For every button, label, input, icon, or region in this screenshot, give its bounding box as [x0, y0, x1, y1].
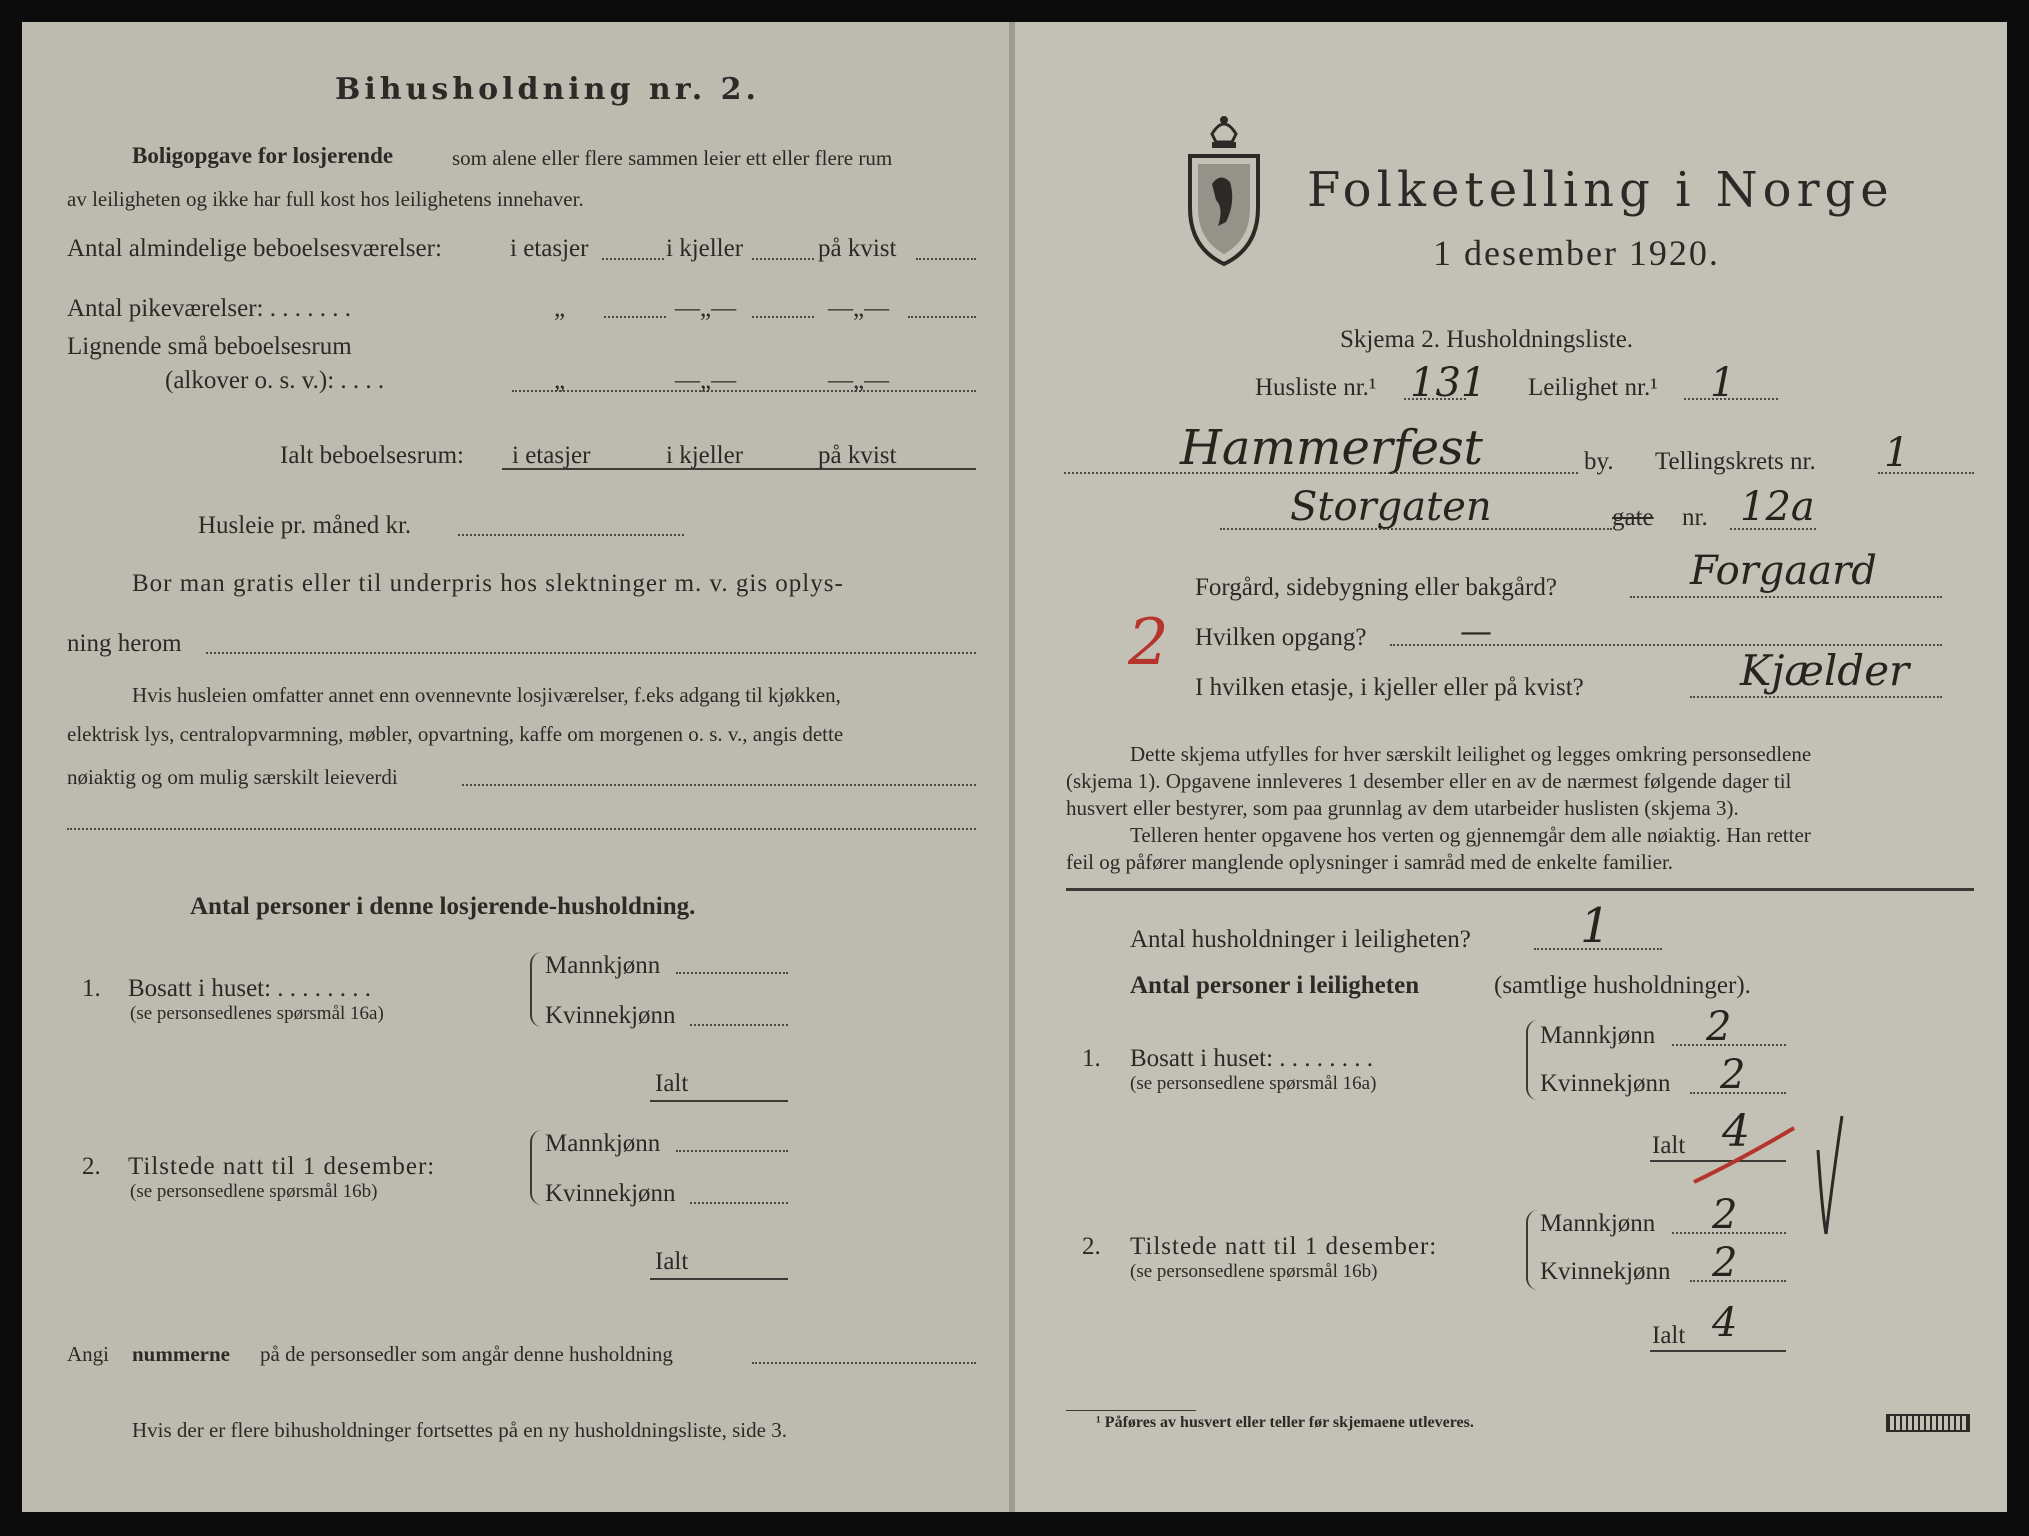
free-blank[interactable] [206, 652, 976, 654]
husliste-label: Husliste nr.¹ [1255, 374, 1377, 401]
similar-ditto-3: —„— [828, 367, 890, 394]
households-value: 1 [1580, 898, 1611, 954]
rq2-total-value: 4 [1712, 1300, 1738, 1346]
krets-label: Tellingskrets nr. [1655, 448, 1816, 475]
yard-value: Forgaard [1690, 548, 1877, 594]
lq1-female-blank[interactable] [690, 1024, 788, 1026]
rq2-sub: (se personsedlene spørsmål 16b) [1130, 1261, 1378, 1282]
floor-label: I hvilken etasje, i kjeller eller på kvist? [1195, 674, 1584, 701]
rent-note-blank[interactable] [462, 784, 976, 786]
city-value: Hammerfest [1180, 420, 1483, 476]
lq1-num: 1. [82, 975, 101, 1002]
rent-note-blank-2[interactable] [67, 828, 976, 830]
entrance-value: — [1460, 612, 1492, 650]
husliste-line[interactable] [1404, 398, 1466, 400]
lq1-female: Kvinnekjønn [545, 1002, 676, 1029]
tally-mark [1810, 1110, 1850, 1240]
rq1-label: Bosatt i huset: . . . . . . . . [1130, 1045, 1374, 1072]
rq2-female: Kvinnekjønn [1540, 1258, 1671, 1285]
floor-line[interactable] [1690, 696, 1942, 698]
margin-mark: 2 [1128, 606, 1169, 680]
intro-bold: Boligopgave for losjerende [132, 143, 394, 168]
rq2-male-value: 2 [1712, 1192, 1738, 1238]
instr-2: (skjema 1). Opgavene innleveres 1 desember eller en av de nærmest følgende dager til [1066, 769, 1792, 793]
rq1-male: Mannkjønn [1540, 1022, 1656, 1049]
total-floors: i etasjer [512, 442, 591, 469]
bihusholdning-title: Bihusholdning nr. 2. [335, 72, 760, 107]
rq1-brace [1526, 1020, 1538, 1100]
rent-note-2: elektrisk lys, centralopvarmning, møbler, opvartning, kaffe om morgenen o. s. v., angis dette [67, 722, 844, 746]
schema-label: Skjema 2. Husholdningsliste. [1340, 326, 1634, 353]
similar-ditto-1: „ [554, 367, 566, 394]
krets-line[interactable] [1878, 472, 1974, 474]
total-attic: på kvist [818, 442, 897, 469]
street-value: Storgaten [1290, 484, 1492, 530]
numbers-blank[interactable] [752, 1362, 976, 1364]
street-line[interactable] [1220, 528, 1612, 530]
rq1-female-value: 2 [1720, 1052, 1746, 1098]
red-check-mark [1690, 1120, 1800, 1190]
rent-label: Husleie pr. måned kr. [198, 512, 412, 539]
rq2-num: 2. [1082, 1233, 1101, 1260]
rooms-label: Antal almindelige beboelsesværelser: [67, 235, 442, 262]
leilighet-value: 1 [1710, 360, 1736, 406]
rq1-sub: (se personsedlene spørsmål 16a) [1130, 1073, 1377, 1094]
maid-ditto-2: —„— [675, 295, 737, 322]
total-basement: i kjeller [666, 442, 744, 469]
rq1-female-line[interactable] [1690, 1092, 1786, 1094]
free-text-2: ning herom [67, 630, 182, 657]
rq2-label: Tilstede natt til 1 desember: [1130, 1233, 1438, 1260]
lq2-total-line[interactable] [650, 1278, 788, 1280]
rooms-attic-blank[interactable] [916, 258, 976, 260]
city-label: by. [1584, 448, 1614, 475]
persons-heading: Antal personer i denne losjerende-husholdning. [190, 893, 696, 920]
street-label: gate [1612, 504, 1654, 531]
yard-label: Forgård, sidebygning eller bakgård? [1195, 574, 1557, 601]
rq2-brace [1526, 1210, 1538, 1290]
lq1-brace [530, 952, 542, 1027]
persons-heading-bold: Antal personer i leiligheten [1130, 972, 1420, 999]
lq1-sub: (se personsedlenes spørsmål 16a) [130, 1003, 384, 1024]
numbers-post: på de personsedler som angår denne husholdning [260, 1342, 673, 1366]
floor-value: Kjælder [1740, 646, 1910, 695]
households-label: Antal husholdninger i leiligheten? [1130, 926, 1471, 953]
lq1-label: Bosatt i huset: . . . . . . . . [128, 975, 372, 1002]
free-text-1: Bor man gratis eller til underpris hos slektninger m. v. gis oplys- [132, 570, 844, 597]
rq1-male-line[interactable] [1672, 1044, 1786, 1046]
maid-ditto-3: —„— [828, 295, 890, 322]
rq2-total: Ialt [1652, 1322, 1686, 1349]
street-nr-value: 12a [1740, 484, 1815, 530]
section-divider [1066, 888, 1974, 891]
intro-rest2: av leiligheten og ikke har full kost hos leilighetens innehaver. [67, 187, 584, 211]
footnote: ¹ Påføres av husvert eller teller før skjemaene utleveres. [1096, 1414, 1474, 1431]
lq2-label: Tilstede natt til 1 desember: [128, 1153, 436, 1180]
census-date: 1 desember 1920. [1433, 233, 1720, 273]
continue-note: Hvis der er flere bihusholdninger fortsettes på en ny husholdningsliste, side 3. [132, 1418, 787, 1442]
yard-line[interactable] [1630, 596, 1942, 598]
numbers-pre: Angi [67, 1342, 109, 1366]
lq2-female-blank[interactable] [690, 1202, 788, 1204]
lq2-brace [530, 1130, 542, 1205]
folketelling-title: Folketelling i Norge [1307, 162, 1894, 218]
street-nr-label: nr. [1682, 504, 1708, 531]
intro-rest1: som alene eller flere sammen leier ett eller flere rum [452, 146, 893, 170]
rent-blank[interactable] [458, 534, 684, 536]
instr-5: feil og påfører manglende oplysninger i samråd med de enkelte familier. [1066, 850, 1674, 874]
rq1-male-value: 2 [1706, 1004, 1732, 1050]
numbers-bold: nummerne [132, 1342, 230, 1366]
total-rooms-line[interactable] [502, 468, 976, 470]
similar-rooms-1: Lignende små beboelsesrum [67, 333, 352, 360]
rq2-female-value: 2 [1712, 1240, 1738, 1286]
similar-ditto-2: —„— [675, 367, 737, 394]
rq1-num: 1. [1082, 1045, 1101, 1072]
rooms-attic: på kvist [818, 235, 897, 262]
rq2-male-line[interactable] [1672, 1232, 1786, 1234]
rooms-basement-blank[interactable] [752, 258, 814, 260]
rent-note-1: Hvis husleien omfatter annet enn ovennevnte losjiværelser, f.eks adgang til kjøkken, [132, 683, 841, 707]
maid-blank-2[interactable] [752, 316, 814, 318]
husliste-value: 131 [1410, 360, 1487, 406]
rent-note-3: nøiaktig og om mulig særskilt leieverdi [67, 765, 398, 789]
rq2-female-line[interactable] [1690, 1280, 1786, 1282]
coat-of-arms-icon [1182, 112, 1266, 268]
rq2-total-line[interactable] [1650, 1350, 1786, 1352]
lq2-male-blank[interactable] [676, 1150, 788, 1152]
rooms-floors: i etasjer [510, 235, 589, 262]
similar-rooms-blank[interactable] [512, 390, 976, 392]
maid-rooms: Antal pikeværelser: . . . . . . . [67, 295, 351, 322]
lq2-total: Ialt [655, 1248, 689, 1275]
leilighet-label: Leilighet nr.¹ [1528, 374, 1658, 401]
maid-blank-1[interactable] [604, 316, 666, 318]
rq1-total-value: 4 [1722, 1106, 1750, 1157]
instr-1: Dette skjema utfylles for hver særskilt leilighet og legges omkring personsedlene [1130, 742, 1812, 766]
leilighet-line[interactable] [1684, 398, 1778, 400]
page-fold [1009, 22, 1015, 1512]
rq1-total: Ialt [1652, 1132, 1686, 1159]
total-rooms-label: Ialt beboelsesrum: [280, 442, 464, 469]
similar-rooms-2: (alkover o. s. v.): . . . . [165, 367, 385, 394]
lq2-num: 2. [82, 1153, 101, 1180]
households-line[interactable] [1534, 948, 1662, 950]
footnote-rule [1066, 1410, 1196, 1411]
maid-blank-3[interactable] [908, 316, 976, 318]
instr-4: Telleren henter opgavene hos verten og gjennemgår dem alle nøiaktig. Han retter [1130, 823, 1811, 847]
lq2-male: Mannkjønn [545, 1130, 661, 1157]
persons-heading-rest: (samtlige husholdninger). [1494, 972, 1751, 999]
rq2-male: Mannkjønn [1540, 1210, 1656, 1237]
maid-ditto-1: „ [554, 295, 566, 322]
krets-value: 1 [1884, 430, 1910, 476]
lq1-male-blank[interactable] [676, 972, 788, 974]
street-nr-line[interactable] [1730, 528, 1816, 530]
rooms-floors-blank[interactable] [602, 258, 664, 260]
city-line[interactable] [1064, 472, 1578, 474]
lq1-male: Mannkjønn [545, 952, 661, 979]
rq1-female: Kvinnekjønn [1540, 1070, 1671, 1097]
instr-3: husvert eller bestyrer, som paa grunnlag av dem utarbeider huslisten (skjema 3). [1066, 796, 1739, 820]
entrance-label: Hvilken opgang? [1195, 624, 1367, 651]
printer-stamp-icon [1886, 1414, 1970, 1432]
lq1-total-line[interactable] [650, 1100, 788, 1102]
rooms-basement: i kjeller [666, 235, 744, 262]
lq1-total: Ialt [655, 1070, 689, 1097]
lq2-female: Kvinnekjønn [545, 1180, 676, 1207]
lq2-sub: (se personsedlene spørsmål 16b) [130, 1181, 378, 1202]
